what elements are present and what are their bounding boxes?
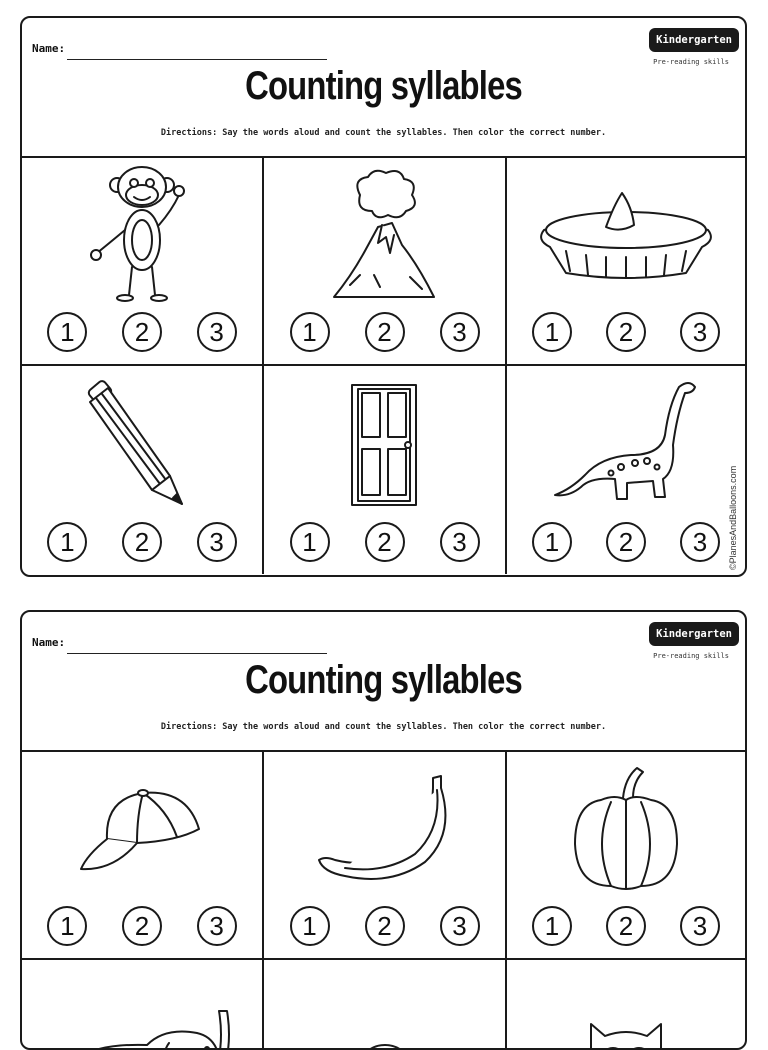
pumpkin-icon: [571, 764, 681, 894]
grid-cell: [507, 156, 745, 366]
grid-cell: [507, 750, 745, 960]
grid-cell: [264, 156, 507, 366]
elephant-icon: [47, 1007, 237, 1050]
choice-3[interactable]: 3: [197, 312, 237, 352]
choice-3[interactable]: 3: [197, 522, 237, 562]
copyright-text: ©PlanesAndBalloons.com: [728, 446, 738, 570]
worksheet-1: [20, 16, 747, 577]
directions-text: Directions: Say the words aloud and count the syllables. Then color the correct number.: [22, 128, 745, 138]
syllable-choices: [507, 522, 745, 562]
choice-2[interactable]: 2: [365, 522, 405, 562]
grid-cell: [22, 960, 264, 1050]
grid-cell: [264, 366, 507, 574]
copyright-wrap: [728, 446, 740, 570]
grid-cell: [507, 366, 745, 574]
volcano-icon: [330, 165, 440, 305]
grid-cell: [22, 366, 264, 574]
grade-badge: Kindergarten: [649, 28, 739, 52]
pie-icon: [536, 185, 716, 285]
choice-3[interactable]: 3: [440, 906, 480, 946]
choice-1[interactable]: 1: [532, 312, 572, 352]
choice-1[interactable]: 1: [47, 906, 87, 946]
picture-grid: [22, 750, 745, 1050]
choice-2[interactable]: 2: [122, 312, 162, 352]
choice-2[interactable]: 2: [365, 312, 405, 352]
choice-1[interactable]: 1: [532, 906, 572, 946]
cap-icon: [77, 779, 207, 879]
name-line[interactable]: [67, 59, 327, 60]
choice-2[interactable]: 2: [606, 312, 646, 352]
worksheet-header: [22, 612, 745, 752]
name-label: Name:: [32, 42, 65, 55]
grid-cell: [507, 960, 745, 1050]
choice-2[interactable]: 2: [365, 906, 405, 946]
picture-grid: [22, 156, 745, 574]
worksheet-2: [20, 610, 747, 1050]
door-icon: [350, 383, 420, 507]
owl-icon: [581, 1020, 671, 1050]
choice-3[interactable]: 3: [680, 522, 720, 562]
syllable-choices: [22, 522, 262, 562]
choice-1[interactable]: 1: [532, 522, 572, 562]
choice-3[interactable]: 3: [440, 312, 480, 352]
choice-1[interactable]: 1: [47, 522, 87, 562]
grade-badge: Kindergarten: [649, 622, 739, 646]
choice-1[interactable]: 1: [290, 522, 330, 562]
page-title: Counting syllables: [87, 64, 680, 109]
cookie-icon: [355, 1033, 415, 1050]
choice-2[interactable]: 2: [122, 522, 162, 562]
choice-2[interactable]: 2: [122, 906, 162, 946]
syllable-choices: [264, 522, 505, 562]
choice-1[interactable]: 1: [290, 312, 330, 352]
syllable-choices: [507, 906, 745, 946]
directions-text: Directions: Say the words aloud and count the syllables. Then color the correct number.: [22, 722, 745, 732]
grid-cell: [22, 750, 264, 960]
choice-2[interactable]: 2: [606, 906, 646, 946]
syllable-choices: [507, 312, 745, 352]
grid-cell: [264, 750, 507, 960]
grid-cell: [22, 156, 264, 366]
skill-label: Pre-reading skills: [653, 58, 729, 66]
worksheet-header: [22, 18, 745, 158]
syllable-choices: [22, 312, 262, 352]
grid-cell: [264, 960, 507, 1050]
pencil-icon: [82, 380, 202, 510]
choice-3[interactable]: 3: [440, 522, 480, 562]
monkey-icon: [87, 165, 197, 305]
choice-3[interactable]: 3: [680, 906, 720, 946]
choice-3[interactable]: 3: [197, 906, 237, 946]
page-title: Counting syllables: [87, 658, 680, 703]
choice-1[interactable]: 1: [290, 906, 330, 946]
choice-3[interactable]: 3: [680, 312, 720, 352]
name-label: Name:: [32, 636, 65, 649]
choice-2[interactable]: 2: [606, 522, 646, 562]
banana-icon: [315, 774, 455, 884]
syllable-choices: [22, 906, 262, 946]
dinosaur-icon: [551, 375, 701, 515]
syllable-choices: [264, 906, 505, 946]
choice-1[interactable]: 1: [47, 312, 87, 352]
name-line[interactable]: [67, 653, 327, 654]
skill-label: Pre-reading skills: [653, 652, 729, 660]
syllable-choices: [264, 312, 505, 352]
